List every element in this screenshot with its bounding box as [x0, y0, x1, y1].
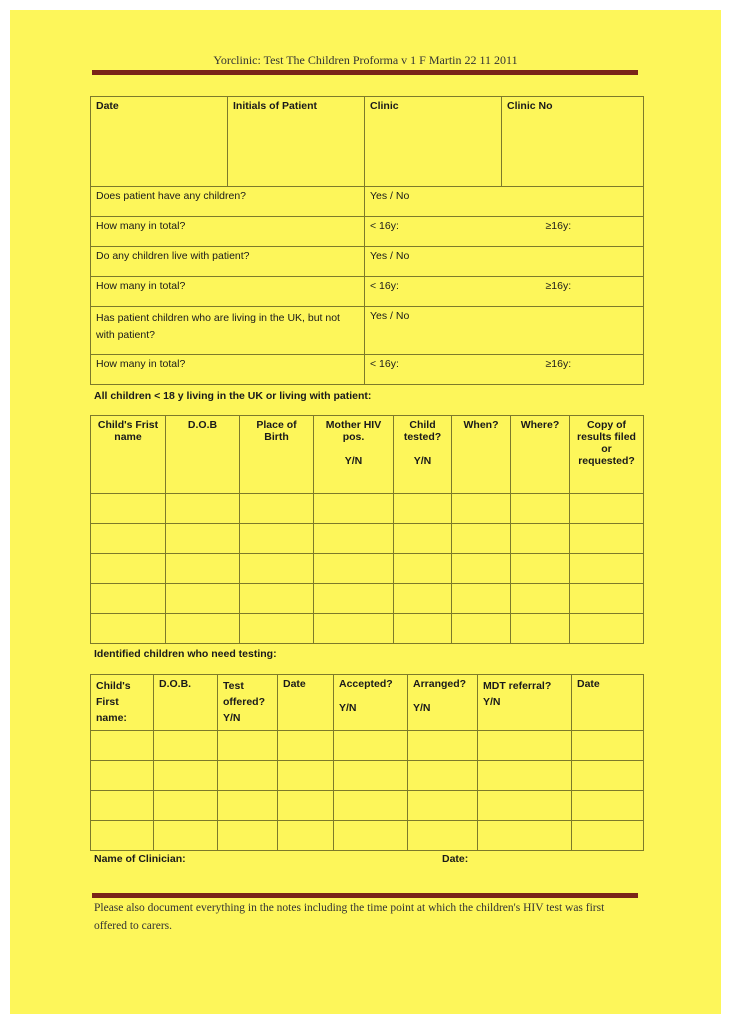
cell[interactable]	[572, 791, 644, 821]
cell[interactable]	[570, 614, 644, 644]
cell[interactable]	[452, 494, 511, 524]
cell[interactable]	[314, 494, 394, 524]
cell[interactable]	[278, 791, 334, 821]
count-under-16: < 16y:	[370, 358, 399, 370]
header-clinic-no: Clinic No	[502, 97, 644, 187]
cell[interactable]	[166, 614, 240, 644]
footer-note: Please also document everything in the notes including the time point at which the children's HIV test was first offered to carers.	[94, 902, 605, 932]
cell[interactable]	[511, 554, 570, 584]
cell[interactable]	[511, 524, 570, 554]
cell[interactable]	[394, 524, 452, 554]
col-where: Where?	[511, 416, 570, 494]
cell[interactable]	[334, 731, 408, 761]
cell[interactable]	[511, 614, 570, 644]
question-in-uk-not-with-patient: Has patient children who are living in the UK, but not with patient?	[91, 307, 365, 355]
mdt-referral-label: MDT referral?	[483, 680, 552, 692]
cell[interactable]	[154, 821, 218, 851]
cell[interactable]	[91, 821, 154, 851]
table-row	[91, 584, 644, 614]
table-row	[91, 614, 644, 644]
cell[interactable]	[478, 761, 572, 791]
col-arranged	[408, 675, 478, 731]
cell[interactable]	[91, 494, 166, 524]
cell[interactable]	[408, 731, 478, 761]
cell[interactable]	[394, 614, 452, 644]
question-total-3: How many in total?	[91, 355, 365, 385]
cell[interactable]	[511, 584, 570, 614]
cell[interactable]	[91, 614, 166, 644]
cell[interactable]	[570, 524, 644, 554]
accepted-label: Accepted?	[339, 678, 393, 690]
cell[interactable]	[218, 731, 278, 761]
cell[interactable]	[314, 584, 394, 614]
cell[interactable]	[166, 554, 240, 584]
cell[interactable]	[511, 494, 570, 524]
cell[interactable]	[154, 761, 218, 791]
proforma-page	[10, 10, 721, 1014]
answer-live-with-patient[interactable]: Yes / No	[365, 247, 644, 277]
cell[interactable]	[452, 524, 511, 554]
clinician-name-label: Name of Clinician:	[94, 853, 186, 865]
cell[interactable]	[166, 524, 240, 554]
arranged-label: Arranged?	[413, 678, 467, 690]
col-dob: D.O.B.	[154, 675, 218, 731]
patient-details-table	[90, 96, 644, 385]
cell[interactable]	[240, 554, 314, 584]
cell[interactable]	[278, 821, 334, 851]
col-child-first-name: Child's First name:	[91, 675, 154, 731]
child-tested-label: Child tested?	[403, 419, 442, 443]
table-row	[91, 761, 644, 791]
cell[interactable]	[570, 494, 644, 524]
col-place-of-birth: Place of Birth	[240, 416, 314, 494]
count-under-16: < 16y:	[370, 280, 399, 292]
count-16-plus: ≥16y:	[545, 220, 572, 232]
cell[interactable]	[314, 614, 394, 644]
col-mdt-referral	[478, 675, 572, 731]
cell[interactable]	[452, 614, 511, 644]
cell[interactable]	[570, 554, 644, 584]
table-row	[91, 731, 644, 761]
yn-label: Y/N	[223, 712, 241, 724]
cell[interactable]	[408, 761, 478, 791]
cell[interactable]	[572, 821, 644, 851]
cell[interactable]	[91, 524, 166, 554]
cell[interactable]	[314, 554, 394, 584]
cell[interactable]	[218, 791, 278, 821]
yn-label: Y/N	[413, 455, 432, 467]
mother-hiv-label: Mother HIV pos.	[325, 419, 382, 443]
cell[interactable]	[154, 731, 218, 761]
col-test-offered	[218, 675, 278, 731]
cell[interactable]	[334, 761, 408, 791]
yn-label: Y/N	[339, 702, 357, 714]
cell[interactable]	[408, 821, 478, 851]
cell[interactable]	[394, 584, 452, 614]
cell[interactable]	[478, 821, 572, 851]
cell[interactable]	[452, 554, 511, 584]
cell[interactable]	[240, 614, 314, 644]
answer-in-uk-not-with-patient[interactable]: Yes / No	[365, 307, 644, 355]
cell[interactable]	[240, 584, 314, 614]
answer-total-1[interactable]	[365, 217, 644, 247]
cell[interactable]	[91, 554, 166, 584]
cell[interactable]	[314, 524, 394, 554]
cell[interactable]	[572, 731, 644, 761]
answer-total-2[interactable]	[365, 277, 644, 307]
children-table	[90, 415, 644, 644]
count-16-plus: ≥16y:	[545, 358, 572, 370]
header-initials: Initials of Patient	[228, 97, 365, 187]
cell[interactable]	[91, 761, 154, 791]
cell[interactable]	[570, 584, 644, 614]
cell[interactable]	[166, 494, 240, 524]
cell[interactable]	[478, 791, 572, 821]
children-section-label: All children < 18 y living in the UK or living with patient:	[94, 390, 372, 402]
col-date-2: Date	[572, 675, 644, 731]
page-header-title: Yorclinic: Test The Children Proforma v 1 F Martin 22 11 2011	[213, 53, 518, 67]
cell[interactable]	[452, 584, 511, 614]
cell[interactable]	[240, 524, 314, 554]
cell[interactable]	[394, 494, 452, 524]
cell[interactable]	[334, 821, 408, 851]
table-row	[91, 821, 644, 851]
table-row	[91, 791, 644, 821]
cell[interactable]	[218, 761, 278, 791]
cell[interactable]	[91, 791, 154, 821]
col-when: When?	[452, 416, 511, 494]
header-clinic: Clinic	[365, 97, 502, 187]
cell[interactable]	[278, 761, 334, 791]
question-total-1: How many in total?	[91, 217, 365, 247]
cell[interactable]	[278, 731, 334, 761]
cell[interactable]	[154, 791, 218, 821]
cell[interactable]	[91, 731, 154, 761]
col-date: Date	[278, 675, 334, 731]
header-rule	[92, 70, 638, 75]
cell[interactable]	[166, 584, 240, 614]
question-has-children: Does patient have any children?	[91, 187, 365, 217]
yn-label: Y/N	[413, 702, 431, 714]
question-live-with-patient: Do any children live with patient?	[91, 247, 365, 277]
col-child-tested	[394, 416, 452, 494]
cell[interactable]	[91, 584, 166, 614]
col-dob: D.O.B	[166, 416, 240, 494]
clinician-date-label: Date:	[442, 853, 469, 865]
cell[interactable]	[240, 494, 314, 524]
header-date: Date	[91, 97, 228, 187]
cell[interactable]	[218, 821, 278, 851]
col-copy-results: Copy of results filed or requested?	[570, 416, 644, 494]
table-row	[91, 524, 644, 554]
footer-rule	[92, 893, 638, 898]
answer-total-3[interactable]	[365, 355, 644, 385]
cell[interactable]	[478, 731, 572, 761]
yn-label: Y/N	[483, 696, 501, 708]
col-accepted	[334, 675, 408, 731]
table-row	[91, 494, 644, 524]
col-child-first-name: Child's Frist name	[91, 416, 166, 494]
yn-label: Y/N	[344, 455, 363, 467]
cell[interactable]	[408, 791, 478, 821]
question-total-2: How many in total?	[91, 277, 365, 307]
cell[interactable]	[394, 554, 452, 584]
test-offered-label: Test offered?	[223, 680, 265, 708]
count-under-16: < 16y:	[370, 220, 399, 232]
count-16-plus: ≥16y:	[545, 280, 572, 292]
answer-has-children[interactable]: Yes / No	[365, 187, 644, 217]
cell[interactable]	[572, 761, 644, 791]
col-mother-hiv	[314, 416, 394, 494]
testing-section-label: Identified children who need testing:	[94, 648, 277, 660]
table-row	[91, 554, 644, 584]
cell[interactable]	[334, 791, 408, 821]
testing-table	[90, 674, 644, 851]
